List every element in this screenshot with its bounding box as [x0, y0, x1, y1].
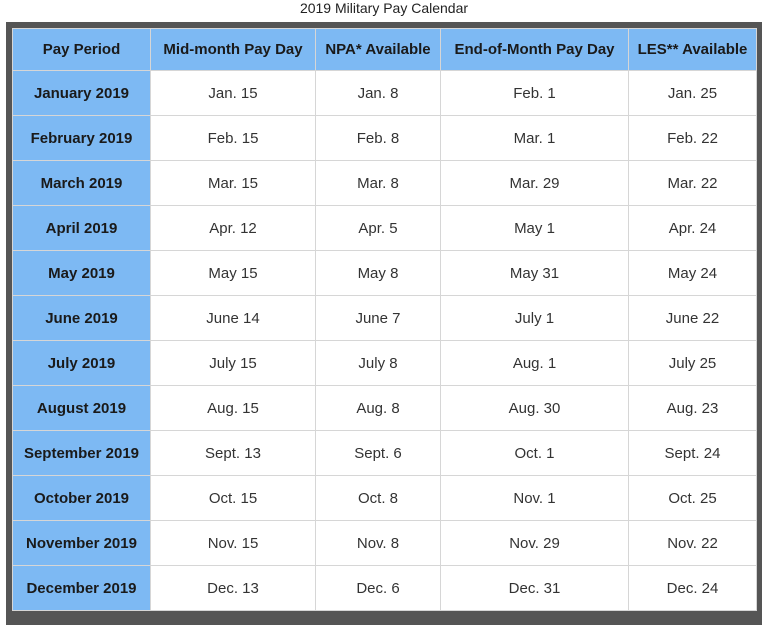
- pay-calendar-frame: [6, 22, 762, 625]
- end-of-month-pay-day-cell: Aug. 1: [441, 341, 629, 386]
- table-row: [13, 431, 757, 476]
- end-of-month-pay-day-cell: Nov. 1: [441, 476, 629, 521]
- table-row: [13, 116, 757, 161]
- les-available-cell: Aug. 23: [629, 386, 757, 431]
- mid-month-pay-day-cell: July 15: [151, 341, 316, 386]
- npa-available-cell: June 7: [316, 296, 441, 341]
- table-title: 2019 Military Pay Calendar: [299, 0, 469, 16]
- table-row: [13, 476, 757, 521]
- les-available-cell: Jan. 25: [629, 71, 757, 116]
- les-available-cell: Mar. 22: [629, 161, 757, 206]
- table-row: [13, 71, 757, 116]
- les-available-cell: Apr. 24: [629, 206, 757, 251]
- les-available-cell: Feb. 22: [629, 116, 757, 161]
- header-row: [13, 29, 757, 71]
- les-available-cell: Oct. 25: [629, 476, 757, 521]
- mid-month-pay-day-cell: Apr. 12: [151, 206, 316, 251]
- pay-period-cell: January 2019: [13, 71, 151, 116]
- pay-calendar-table: [12, 28, 757, 611]
- npa-available-cell: Jan. 8: [316, 71, 441, 116]
- header-mid-month-pay-day: Mid-month Pay Day: [151, 29, 316, 71]
- pay-period-cell: March 2019: [13, 161, 151, 206]
- npa-available-cell: Aug. 8: [316, 386, 441, 431]
- les-available-cell: Sept. 24: [629, 431, 757, 476]
- mid-month-pay-day-cell: Aug. 15: [151, 386, 316, 431]
- table-row: [13, 386, 757, 431]
- pay-period-cell: June 2019: [13, 296, 151, 341]
- pay-period-cell: December 2019: [13, 566, 151, 611]
- pay-period-cell: November 2019: [13, 521, 151, 566]
- npa-available-cell: Mar. 8: [316, 161, 441, 206]
- header-end-of-month-pay-day: End-of-Month Pay Day: [441, 29, 629, 71]
- npa-available-cell: July 8: [316, 341, 441, 386]
- end-of-month-pay-day-cell: Dec. 31: [441, 566, 629, 611]
- end-of-month-pay-day-cell: Mar. 29: [441, 161, 629, 206]
- end-of-month-pay-day-cell: May 1: [441, 206, 629, 251]
- table-row: [13, 521, 757, 566]
- npa-available-cell: Nov. 8: [316, 521, 441, 566]
- table-body: [13, 71, 757, 611]
- pay-period-cell: February 2019: [13, 116, 151, 161]
- table-row: [13, 296, 757, 341]
- mid-month-pay-day-cell: Jan. 15: [151, 71, 316, 116]
- mid-month-pay-day-cell: Sept. 13: [151, 431, 316, 476]
- pay-period-cell: October 2019: [13, 476, 151, 521]
- end-of-month-pay-day-cell: Oct. 1: [441, 431, 629, 476]
- pay-period-cell: September 2019: [13, 431, 151, 476]
- header-npa-available: NPA* Available: [316, 29, 441, 71]
- npa-available-cell: Dec. 6: [316, 566, 441, 611]
- npa-available-cell: May 8: [316, 251, 441, 296]
- les-available-cell: July 25: [629, 341, 757, 386]
- pay-period-cell: July 2019: [13, 341, 151, 386]
- table-row: [13, 161, 757, 206]
- mid-month-pay-day-cell: Dec. 13: [151, 566, 316, 611]
- end-of-month-pay-day-cell: Feb. 1: [441, 71, 629, 116]
- pay-period-cell: April 2019: [13, 206, 151, 251]
- end-of-month-pay-day-cell: July 1: [441, 296, 629, 341]
- header-pay-period: Pay Period: [13, 29, 151, 71]
- mid-month-pay-day-cell: Oct. 15: [151, 476, 316, 521]
- npa-available-cell: Apr. 5: [316, 206, 441, 251]
- mid-month-pay-day-cell: Nov. 15: [151, 521, 316, 566]
- les-available-cell: June 22: [629, 296, 757, 341]
- mid-month-pay-day-cell: May 15: [151, 251, 316, 296]
- pay-period-cell: May 2019: [13, 251, 151, 296]
- les-available-cell: May 24: [629, 251, 757, 296]
- table-row: [13, 341, 757, 386]
- end-of-month-pay-day-cell: Mar. 1: [441, 116, 629, 161]
- table-row: [13, 566, 757, 611]
- npa-available-cell: Sept. 6: [316, 431, 441, 476]
- les-available-cell: Nov. 22: [629, 521, 757, 566]
- les-available-cell: Dec. 24: [629, 566, 757, 611]
- npa-available-cell: Feb. 8: [316, 116, 441, 161]
- pay-period-cell: August 2019: [13, 386, 151, 431]
- mid-month-pay-day-cell: Mar. 15: [151, 161, 316, 206]
- header-les-available: LES** Available: [629, 29, 757, 71]
- end-of-month-pay-day-cell: Aug. 30: [441, 386, 629, 431]
- end-of-month-pay-day-cell: May 31: [441, 251, 629, 296]
- table-row: [13, 251, 757, 296]
- mid-month-pay-day-cell: Feb. 15: [151, 116, 316, 161]
- npa-available-cell: Oct. 8: [316, 476, 441, 521]
- mid-month-pay-day-cell: June 14: [151, 296, 316, 341]
- table-row: [13, 206, 757, 251]
- end-of-month-pay-day-cell: Nov. 29: [441, 521, 629, 566]
